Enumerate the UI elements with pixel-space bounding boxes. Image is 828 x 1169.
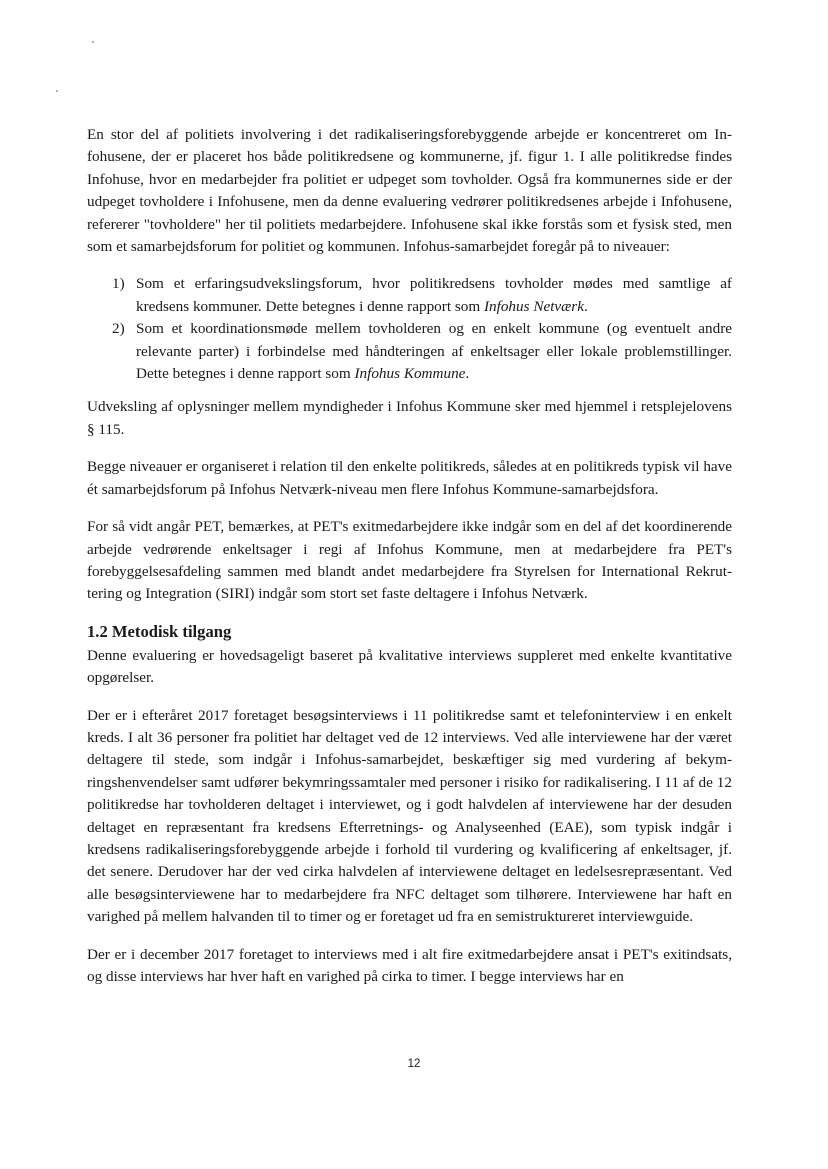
list-item-text: Som et koordinationsmøde mellem tovholderen og en enkelt kommune (og eventuelt andre relevante parter) i forbindelse med håndteringen af enkeltsager eller lokale problemstillinger. Dette betegnes i denne rapport som — [136, 320, 732, 383]
list-item-term: Infohus Netværk — [483, 297, 584, 315]
list-item-text: Som et erfaringsudvekslingsforum, hvor politikredsens tovholder mødes med samtlige af kredsens kommuner. Dette betegnes i denne rapport som — [136, 275, 732, 315]
paragraph-infohus-intro: En stor del af politiets involvering i det radikaliseringsforebyggende arbejde er koncentreret om Infohusene, der er placeret hos både politikredsene og kommunerne, jf. figur 1. I alle politikredse findes Infohuse, hvor en medarbejder fra politiet er udpeget som tovholder. Også fra kommunernes side er der udpeget tovholdere i Infohusene, men da denne evaluering vedrører politikredsenes arbejde i Infohusene, refererer "tovholdere" her til politiets medarbejdere. Infohusene skal ikke forstås som et fysisk sted, men som et samarbejdsforum for politiet og kommunen. Infohus-samarbejdet foregår på to niveauer: — [87, 126, 732, 256]
list-item — [87, 318, 732, 385]
list-item-end: . — [465, 365, 470, 383]
paragraph-levels-organisation: Begge niveauer er organiseret i relation til den enkelte politikreds, således at en politikreds typisk vil have ét samarbejdsforum på Infohus Netværk-niveau men flere Infohus Kommune-samarbejdsfora. — [87, 458, 732, 498]
page-number: 12 — [407, 1058, 421, 1070]
paragraph-interviews: Der er i efteråret 2017 foretaget besøgsinterviews i 11 politikredse samt et telefoninterview i en enkelt kreds. I alt 36 personer fra politiet har deltaget ved de 12 interviews. Ved alle interviewene har der været deltagere til stede, som indgår i Infohus-samarbejdet, beskæftiger sig med vurdering af bekymringshenvendelser samt udfører bekymringssamtaler med personer i risiko for radikalisering. I 11 af de 12 politikredse har tovholderen deltaget i interviewet, og i godt halvdelen af interviewene har der desuden deltaget en repræsentant fra kredsens Efterretnings- og Analyseenhed (EAE), som typisk indgår i kredsens radikaliseringsforebyggende arbejde i forhold til vurdering og kvalificering af enkeltsager, jf. det senere. Derudover har der ved cirka halvdelen af interviewene deltaget en ledelsesrepræsentant. Ved alle besøgsinterviewene har to medarbejdere fra NFC deltaget som tilhørere. Interviewene har haft en varighed på mellem halvanden til to timer og er foretaget ud fra en semistruktureret interviewguide. — [87, 706, 732, 926]
list-item — [87, 273, 732, 318]
paragraph-pet: For så vidt angår PET, bemærkes, at PET's exitmedarbejdere ikke indgår som en del af det koordinerende arbejde vedrørende enkeltsager i regi af Infohus Kommune, men at medarbejdere fra PET's forebyggelsesafdeling sammen med blandt andet medarbejdere fra Styrelsen for International Rekruttering og Integration (SIRI) indgår som stort set faste deltagere i Infohus Netværk. — [87, 518, 732, 603]
list-item-term: Infohus Kommune — [354, 365, 466, 383]
list-item-number: 2) — [112, 320, 125, 338]
paragraph-legal-basis: Udveksling af oplysninger mellem myndigheder i Infohus Kommune sker med hjemmel i retsplejelovens § 115. — [87, 398, 732, 438]
scan-speck — [92, 41, 94, 43]
section-heading: 1.2 Metodisk tilgang — [87, 621, 232, 641]
paragraph-method-intro: Denne evaluering er hovedsageligt baseret på kvalitative interviews suppleret med enkelte kvantitative opgørelser. — [87, 646, 732, 687]
document-page — [87, 124, 732, 1003]
list-item-number: 1) — [112, 275, 125, 293]
list-item-end: . — [583, 297, 588, 315]
paragraph-exit-interviews: Der er i december 2017 foretaget to interviews med i alt fire exitmedarbejdere ansat i PET's exitindsats, og disse interviews har hver haft en varighed på cirka to timer. I begge interviews har en — [87, 945, 732, 985]
infohus-levels-list — [87, 273, 732, 385]
scan-speck — [56, 90, 58, 92]
